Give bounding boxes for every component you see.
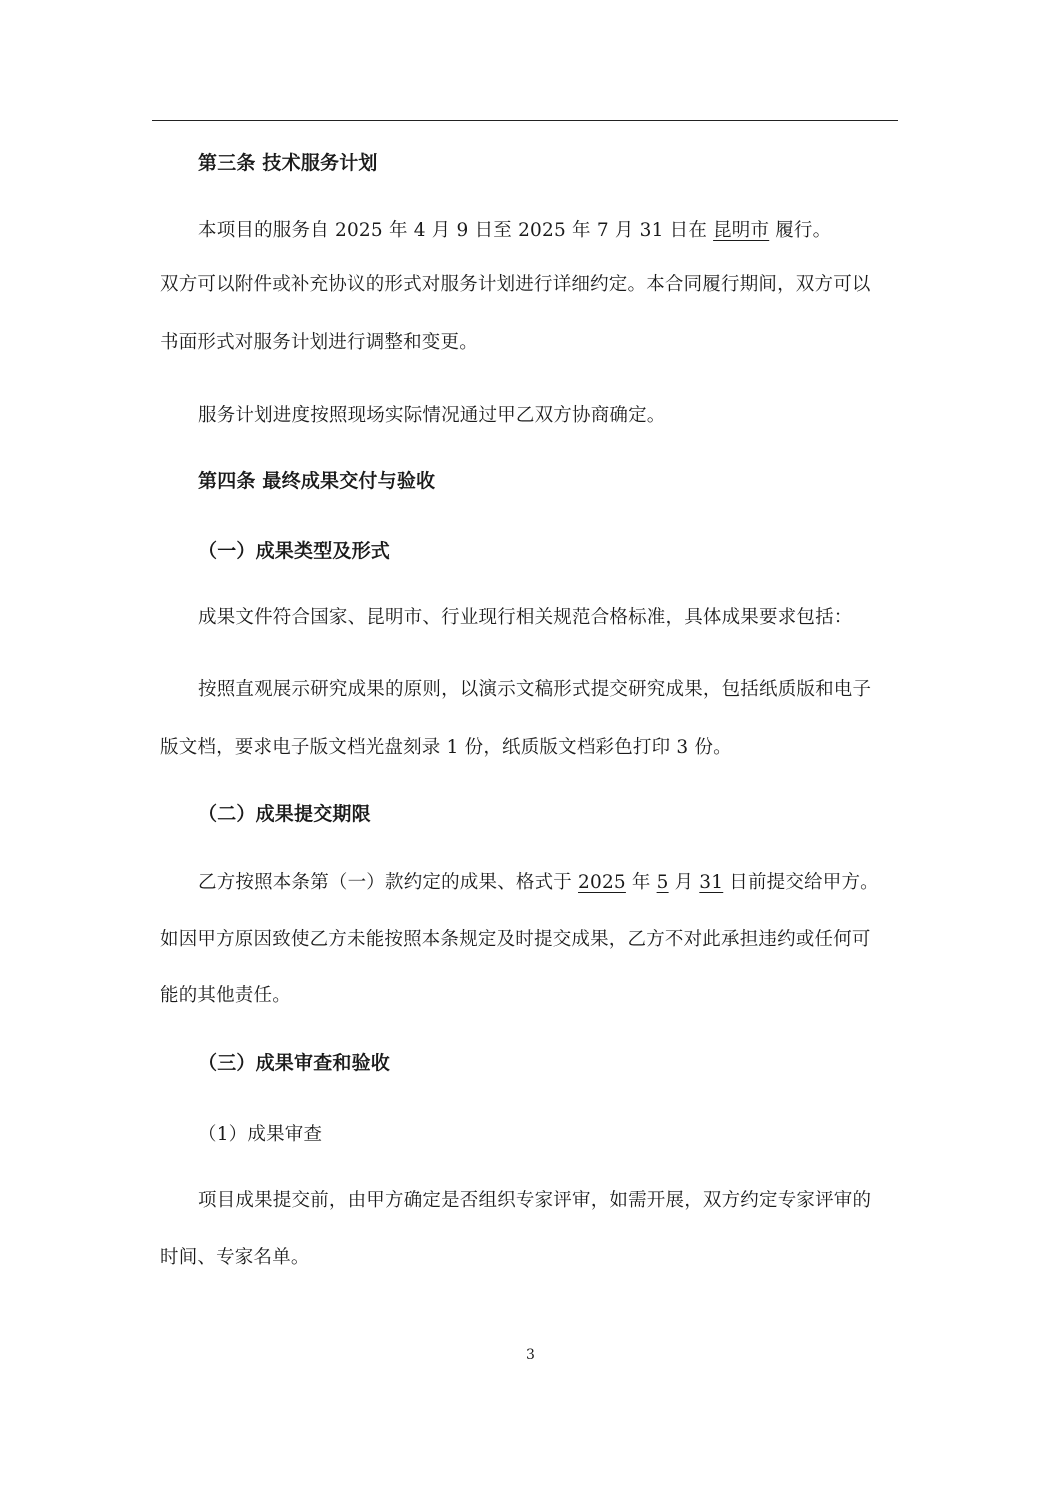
section-2-heading: （二）成果提交期限 <box>198 803 371 825</box>
section-1-paragraph-1: 成果文件符合国家、昆明市、行业现行相关规范合格标准，具体成果要求包括： <box>198 607 853 628</box>
section-3-sub-1: （1）成果审查 <box>198 1124 323 1145</box>
section-3-paragraph-1-line-1: 项目成果提交前，由甲方确定是否组织专家评审，如需开展，双方约定专家评审的 <box>198 1190 872 1211</box>
deadline-month-label: 月 <box>674 872 694 893</box>
article-3-paragraph-1-line-2: 双方可以附件或补充协议的形式对服务计划进行详细约定。本合同履行期间，双方可以 <box>160 274 871 295</box>
deadline-year: 2025 <box>578 872 626 893</box>
article-4-heading: 第四条 最终成果交付与验收 <box>198 470 436 492</box>
section-3-heading: （三）成果审查和验收 <box>198 1052 391 1074</box>
section-1-heading: （一）成果类型及形式 <box>198 540 391 562</box>
deadline-year-label: 年 <box>631 872 651 893</box>
page-number: 3 <box>526 1347 535 1363</box>
section-2-paragraph-1-line-2: 如因甲方原因致使乙方未能按照本条规定及时提交成果，乙方不对此承担违约或任何可 <box>160 929 871 950</box>
service-place: 昆明市 <box>713 220 770 241</box>
deadline-prefix: 乙方按照本条第（一）款约定的成果、格式于 <box>198 872 573 893</box>
section-3-paragraph-1-line-2: 时间、专家名单。 <box>160 1247 310 1268</box>
article-3-paragraph-1-line-3: 书面形式对服务计划进行调整和变更。 <box>160 332 478 353</box>
header-rule <box>152 120 898 121</box>
section-2-paragraph-1 <box>198 870 938 896</box>
section-1-paragraph-2-line-1: 按照直观展示研究成果的原则，以演示文稿形式提交研究成果，包括纸质版和电子 <box>198 679 872 700</box>
article-3-heading: 第三条 技术服务计划 <box>198 152 378 174</box>
service-period-text: 本项目的服务自 2025 年 4 月 9 日至 2025 年 7 月 31 日在 <box>198 220 708 241</box>
service-place-suffix: 履行。 <box>775 220 832 241</box>
article-3-paragraph-1 <box>198 218 938 244</box>
deadline-month: 5 <box>656 872 669 893</box>
article-3-paragraph-2: 服务计划进度按照现场实际情况通过甲乙双方协商确定。 <box>198 405 666 426</box>
deadline-day: 31 <box>699 872 724 893</box>
deadline-suffix: 日前提交给甲方。 <box>729 872 879 893</box>
section-2-paragraph-1-line-3: 能的其他责任。 <box>160 985 291 1006</box>
section-1-paragraph-2-line-2: 版文档，要求电子版文档光盘刻录 1 份，纸质版文档彩色打印 3 份。 <box>160 737 732 758</box>
